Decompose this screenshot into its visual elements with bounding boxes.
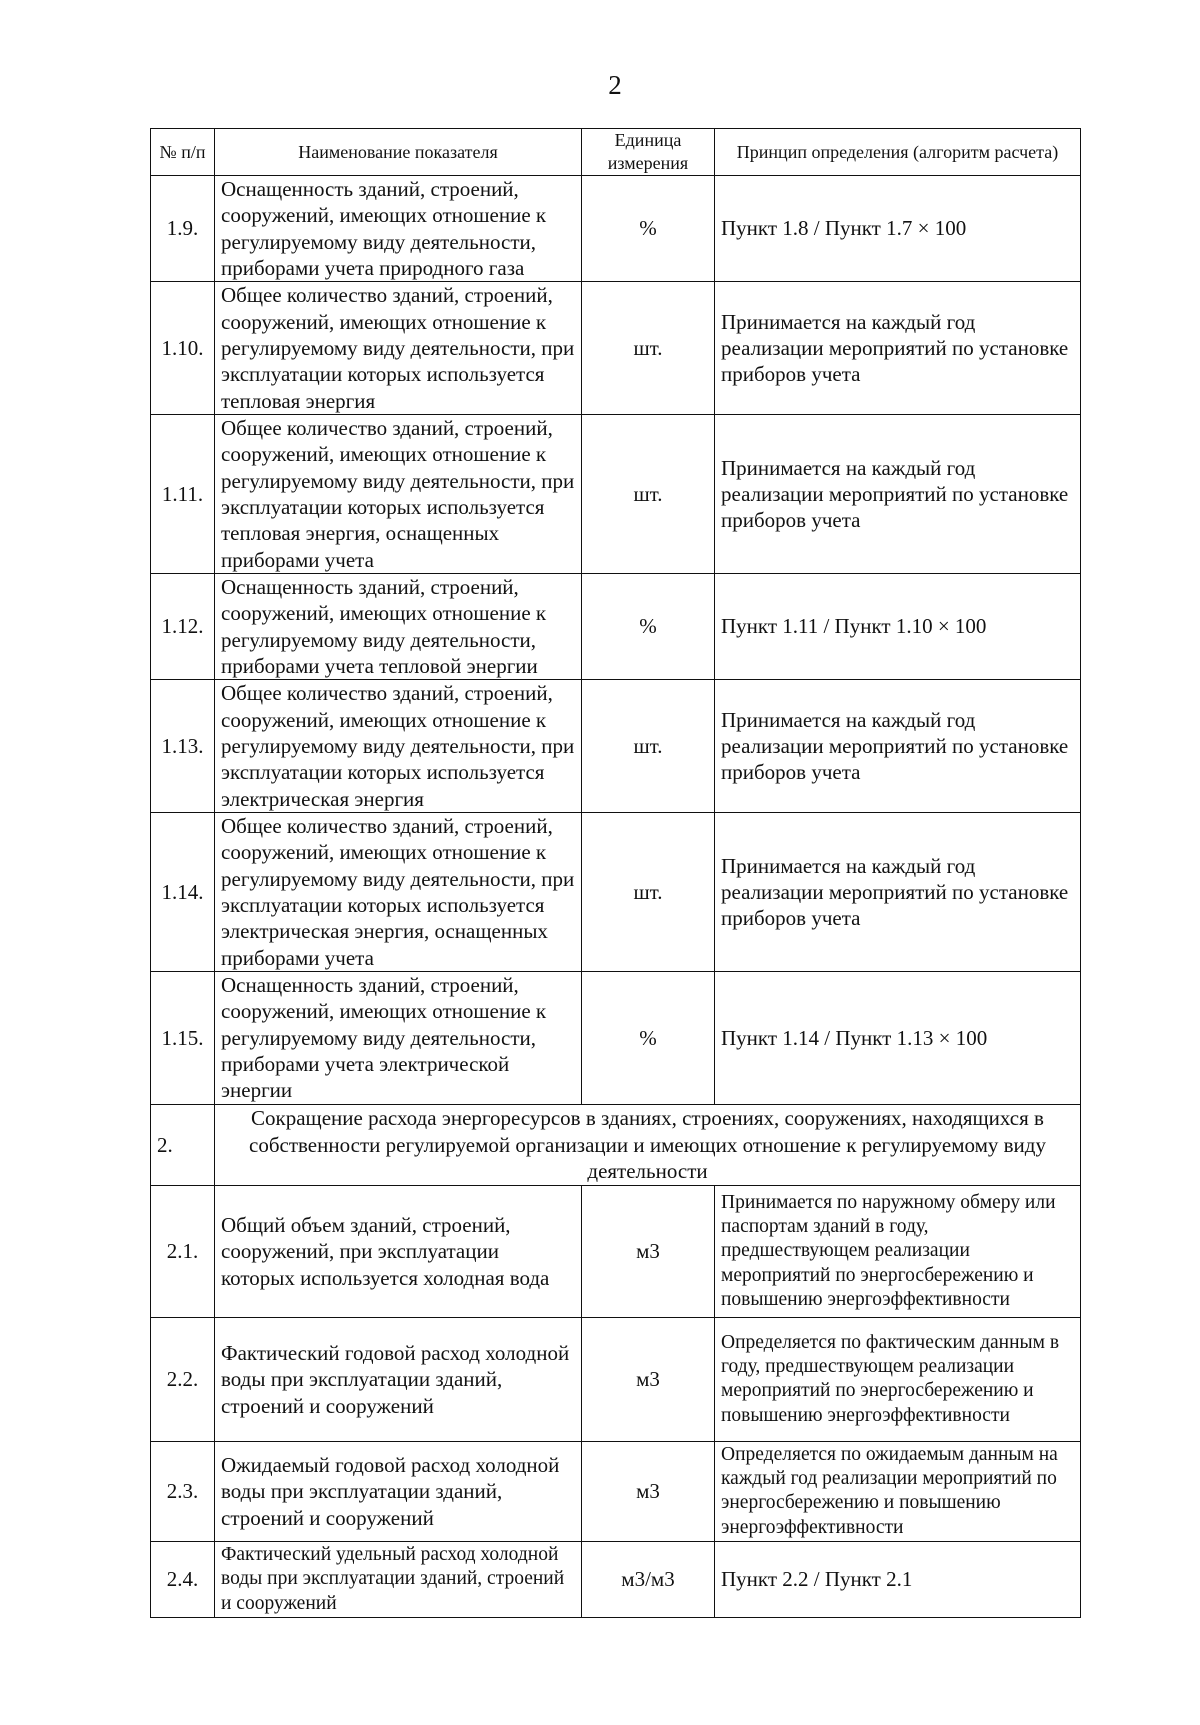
- header-name: Наименование показателя: [215, 129, 582, 176]
- row-unit: %: [582, 971, 715, 1104]
- row-unit: м3: [582, 1185, 715, 1317]
- row-name: Фактический удельный расход холодной воды при эксплуатации зданий, строений и сооружений: [215, 1541, 582, 1617]
- row-principle: Принимается на каждый год реализации мероприятий по установке приборов учета: [715, 680, 1081, 813]
- table-row: [151, 415, 1081, 574]
- row-principle: Определяется по ожидаемым данным на каждый год реализации мероприятий по энергосбережению и повышению энергоэффективности: [715, 1441, 1081, 1541]
- section-title: Сокращение расхода энергоресурсов в зданиях, строениях, сооружениях, находящихся в собственности регулируемой организации и имеющих отношение к регулируемому виду деятельности: [215, 1104, 1081, 1185]
- header-number: № п/п: [151, 129, 215, 176]
- row-name: Фактический годовой расход холодной воды при эксплуатации зданий, строений и сооружений: [215, 1317, 582, 1441]
- row-unit: м3: [582, 1441, 715, 1541]
- row-name: Оснащенность зданий, строений, сооружений, имеющих отношение к регулируемому виду деятельности, приборами учета электрической энергии: [215, 971, 582, 1104]
- row-principle: Пункт 1.11 / Пункт 1.10 × 100: [715, 573, 1081, 679]
- row-number: 1.9.: [151, 176, 215, 282]
- table-row: [151, 176, 1081, 282]
- table-row: [151, 573, 1081, 679]
- row-number: 1.12.: [151, 573, 215, 679]
- table-row: [151, 1441, 1081, 1541]
- table-row: [151, 971, 1081, 1104]
- row-name: Общее количество зданий, строений, сооружений, имеющих отношение к регулируемому виду деятельности, при эксплуатации которых используется электрическая энергия: [215, 680, 582, 813]
- row-unit: м3: [582, 1317, 715, 1441]
- row-unit: шт.: [582, 415, 715, 574]
- row-unit: шт.: [582, 680, 715, 813]
- row-unit: шт.: [582, 282, 715, 415]
- row-unit: %: [582, 176, 715, 282]
- row-name: Общее количество зданий, строений, сооружений, имеющих отношение к регулируемому виду деятельности, при эксплуатации которых используется тепловая энергия, оснащенных приборами учета: [215, 415, 582, 574]
- table-row: [151, 813, 1081, 972]
- row-number: 1.14.: [151, 813, 215, 972]
- header-principle: Принцип определения (алгоритм расчета): [715, 129, 1081, 176]
- row-number: 1.10.: [151, 282, 215, 415]
- row-number: 1.13.: [151, 680, 215, 813]
- table-row: [151, 1185, 1081, 1317]
- row-principle: Пункт 1.14 / Пункт 1.13 × 100: [715, 971, 1081, 1104]
- table-row: [151, 1317, 1081, 1441]
- header-unit: Единица измерения: [582, 129, 715, 176]
- row-unit: %: [582, 573, 715, 679]
- section-row: [151, 1104, 1081, 1185]
- table-header-row: [151, 129, 1081, 176]
- row-name: Общее количество зданий, строений, сооружений, имеющих отношение к регулируемому виду деятельности, при эксплуатации которых используется электрическая энергия, оснащенных приборами учета: [215, 813, 582, 972]
- row-number: 1.15.: [151, 971, 215, 1104]
- row-principle: Принимается по наружному обмеру или паспортам зданий в году, предшествующем реализации мероприятий по энергосбережению и повышению энергоэффективности: [715, 1185, 1081, 1317]
- row-name: Ожидаемый годовой расход холодной воды при эксплуатации зданий, строений и сооружений: [215, 1441, 582, 1541]
- table-row: [151, 680, 1081, 813]
- row-name: Общее количество зданий, строений, сооружений, имеющих отношение к регулируемому виду деятельности, при эксплуатации которых используется тепловая энергия: [215, 282, 582, 415]
- row-principle: Пункт 1.8 / Пункт 1.7 × 100: [715, 176, 1081, 282]
- row-number: 2.3.: [151, 1441, 215, 1541]
- row-number: 2.1.: [151, 1185, 215, 1317]
- row-number: 1.11.: [151, 415, 215, 574]
- row-name: Общий объем зданий, строений, сооружений, при эксплуатации которых используется холодная вода: [215, 1185, 582, 1317]
- row-number: 2.4.: [151, 1541, 215, 1617]
- row-name: Оснащенность зданий, строений, сооружений, имеющих отношение к регулируемому виду деятельности, приборами учета тепловой энергии: [215, 573, 582, 679]
- row-number: 2.2.: [151, 1317, 215, 1441]
- row-principle: Принимается на каждый год реализации мероприятий по установке приборов учета: [715, 282, 1081, 415]
- row-principle: Принимается на каждый год реализации мероприятий по установке приборов учета: [715, 415, 1081, 574]
- row-principle: Пункт 2.2 / Пункт 2.1: [715, 1541, 1081, 1617]
- row-name: Оснащенность зданий, строений, сооружений, имеющих отношение к регулируемому виду деятельности, приборами учета природного газа: [215, 176, 582, 282]
- table-row: [151, 1541, 1081, 1617]
- page-number: 2: [608, 70, 622, 100]
- row-principle: Принимается на каждый год реализации мероприятий по установке приборов учета: [715, 813, 1081, 972]
- row-unit: шт.: [582, 813, 715, 972]
- row-unit: м3/м3: [582, 1541, 715, 1617]
- table-row: [151, 282, 1081, 415]
- indicators-table: [150, 128, 1081, 1618]
- row-principle: Определяется по фактическим данным в году, предшествующем реализации мероприятий по энергосбережению и повышению энергоэффективности: [715, 1317, 1081, 1441]
- section-number: 2.: [151, 1104, 215, 1185]
